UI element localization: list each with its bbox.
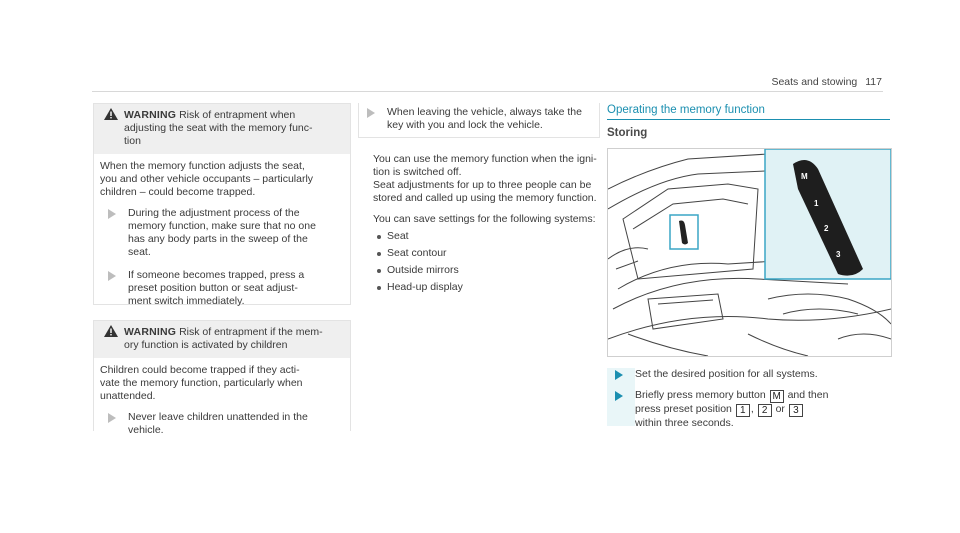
warning-label: WARNING	[124, 326, 177, 338]
section-rule	[607, 119, 890, 120]
door-panel-drawing	[608, 149, 891, 356]
warning-label: WARNING	[124, 109, 177, 121]
text-line: seat.	[128, 246, 151, 258]
action-item	[359, 103, 599, 132]
warning-text	[100, 160, 344, 199]
storing-steps	[607, 368, 892, 440]
arrow-icon	[615, 370, 623, 380]
intro-paragraph	[373, 153, 603, 205]
text-line: Never leave children unattended in the	[128, 411, 308, 423]
text-line: Seat adjustments for up to three people can be	[373, 179, 592, 191]
action-item	[100, 207, 344, 259]
section-title: Operating the memory function	[607, 104, 765, 116]
text-line: ment switch immediately.	[128, 295, 245, 307]
text: Briefly press memory button	[635, 389, 766, 401]
warning-title-3: tion	[124, 135, 141, 147]
text-line: vehicle.	[128, 424, 164, 436]
warning-triangle-icon	[104, 108, 118, 120]
warning-header	[94, 321, 350, 358]
text: or	[775, 403, 785, 415]
page-number: 117	[865, 76, 882, 88]
warning-triangle-icon	[104, 325, 118, 337]
warning-body	[94, 358, 350, 453]
preset-button-2: 2	[824, 224, 829, 233]
text-line: has any body parts in the sweep of the	[128, 233, 308, 245]
text-line: memory function, make sure that no one	[128, 220, 316, 232]
header-rule	[92, 91, 883, 92]
text-line: key with you and lock the vehicle.	[387, 119, 543, 131]
arrow-icon	[108, 209, 116, 219]
text: ,	[750, 403, 754, 415]
subsection-title: Storing	[607, 127, 648, 139]
text-line: unattended.	[100, 390, 156, 402]
text-line: vate the memory function, particularly when	[100, 377, 303, 389]
preset-key-1-symbol: 1	[736, 404, 750, 417]
memory-key-symbol: M	[770, 390, 784, 403]
warning-title-1: Risk of entrapment when	[179, 109, 296, 121]
arrow-icon	[108, 271, 116, 281]
text: and then	[787, 389, 829, 401]
arrow-icon	[108, 413, 116, 423]
warning-title-2: ory function is activated by children	[124, 339, 288, 351]
step-text	[635, 389, 892, 403]
text-line: children – could become trapped.	[100, 186, 256, 198]
text: press preset position	[635, 403, 732, 415]
header-section: Seats and stowing	[771, 76, 858, 88]
text-line: tion is switched off.	[373, 166, 462, 178]
warning-box-children	[93, 320, 351, 436]
preset-button-3: 3	[836, 250, 841, 259]
warning-title-2: adjusting the seat with the memory func-	[124, 122, 313, 134]
list-item: Outside mirrors	[375, 264, 463, 277]
arrow-icon	[367, 108, 375, 118]
step-item	[607, 368, 892, 381]
memory-button-m: M	[801, 172, 808, 181]
action-item	[100, 269, 344, 308]
warning-header	[94, 104, 350, 154]
text-line: Children could become trapped if they acti-	[100, 364, 300, 376]
list-item: Seat	[375, 230, 463, 243]
action-item	[100, 411, 344, 437]
step-text: Set the desired position for all systems.	[635, 368, 818, 380]
text-line: stored and called up using the memory function.	[373, 192, 597, 204]
text-line: You can use the memory function when the igni-	[373, 153, 597, 165]
systems-paragraph: You can save settings for the following systems:	[373, 213, 596, 225]
text-line: you and other vehicle occupants – particularly	[100, 173, 314, 185]
running-header	[771, 76, 882, 89]
text-line: When the memory function adjusts the seat,	[100, 160, 305, 172]
preset-button-1: 1	[814, 199, 819, 208]
arrow-icon	[615, 391, 623, 401]
warning-title-1: Risk of entrapment if the mem-	[179, 326, 323, 338]
text-line: During the adjustment process of the	[128, 207, 300, 219]
warning-body	[94, 154, 350, 324]
step-item	[607, 389, 892, 430]
text-line: If someone becomes trapped, press a	[128, 269, 305, 281]
text-line: preset position button or seat adjust-	[128, 282, 298, 294]
list-item: Seat contour	[375, 247, 463, 260]
step-text: within three seconds.	[635, 417, 734, 429]
text-line: When leaving the vehicle, always take the	[387, 106, 582, 118]
step-text	[635, 403, 892, 417]
list-item: Head-up display	[375, 281, 463, 294]
warning-box-entrapment-seat	[93, 103, 351, 305]
warning-text	[100, 364, 344, 403]
door-memory-buttons-illustration	[607, 148, 892, 357]
systems-list	[375, 230, 463, 298]
preset-key-2-symbol: 2	[758, 404, 772, 417]
preset-key-3-symbol: 3	[789, 404, 803, 417]
warning-continuation	[358, 103, 600, 138]
